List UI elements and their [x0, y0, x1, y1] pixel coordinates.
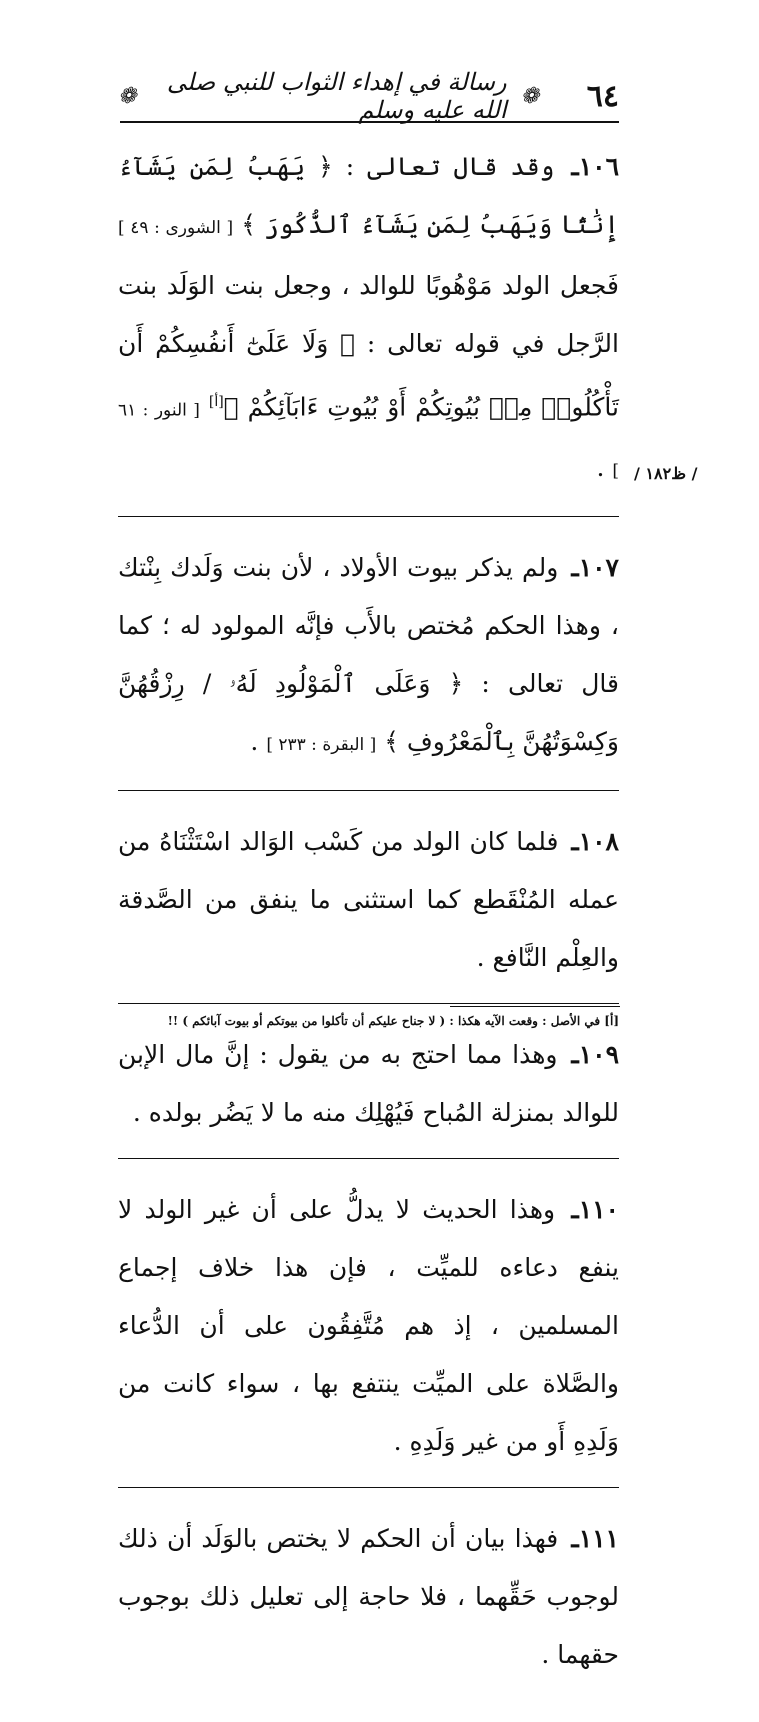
paragraph-text: وهذا الحديث لا يدلُّ على أن غير الولد لا ينفع دعاءه للميِّت ، فإن هذا خلاف إجماع المسلمين ، إذ هم مُتَّفِقُون على أن الدُّعاء والصَّلاة على الميِّت ينتفع بها ، سواء كانت من وَلَدِهِ أَو من غير وَلَدِهِ . — [118, 1195, 619, 1457]
paragraph-number: ١١٠ـ — [571, 1195, 619, 1225]
paragraph-text: ولم يذكر بيوت الأولاد ، لأن بنت وَلَدك بِنْتك ، وهذا الحكم مُختص بالأَب فإنَّه المولود له ؛ كما قال تعالى : ﴿ وَعَلَى ٱلْمَوْلُودِ لَهُۥ / رِزْقُهُنَّ وَكِسْوَتُهُنَّ بِٱلْمَعْرُوفِ ﴾ — [118, 553, 619, 757]
paragraph-end: . — [250, 727, 267, 757]
ornament-right-icon: ❁ — [520, 83, 539, 109]
paragraph-number: ١٠٨ـ — [571, 827, 619, 857]
paragraph-text-continued: فَجعل الولد مَوْهُوبًا للوالد ، وجعل بنت الوَلَد بنت الرَّجل في قوله تعالى : ﴿ وَلَا عَلَىٰٓ أَنفُسِكُمْ أَن تَأْكُلُوا۟ مِنۢ بُيُوتِكُمْ أَوْ بُيُوتِ ءَابَآئِكُمْ ﴾ — [118, 271, 619, 422]
footnote-marker: [أ] — [208, 394, 224, 410]
paragraph-108 — [118, 813, 619, 1004]
paragraph-110 — [118, 1181, 619, 1488]
verse-citation: [ البقرة : ٢٣٣ ] — [266, 735, 377, 756]
body-text — [118, 138, 619, 1722]
paragraph-111 — [118, 1510, 619, 1700]
paragraph-text: وهذا مما احتج به من يقول : إنَّ مال الإبن للوالد بمنزلة المُباح فَيُهْلِك منه ما لا يَضُر بولده . — [118, 1040, 619, 1128]
header-divider — [120, 121, 619, 123]
paragraph-number: ١٠٧ـ — [571, 553, 619, 583]
ornament-left-icon: ❁ — [118, 83, 137, 109]
footnote: [أ] في الأصل : وقعت الآيه هكذا : ( لا جناح عليكم أن تأكلوا من بيوتكم أو بيوت آبائكم ) !! — [167, 1014, 619, 1028]
page-number: ٦٤ — [586, 78, 619, 114]
paragraph-number: ١٠٩ـ — [571, 1040, 620, 1070]
paragraph-end: . — [596, 453, 613, 483]
paragraph-number: ١١١ـ — [571, 1524, 619, 1554]
page-header — [118, 68, 619, 124]
paragraph-106 — [118, 138, 619, 517]
running-title-text: رسالة في إهداء الثواب للنبي صلى الله عليه وسلم — [166, 68, 507, 124]
paragraph-number: ١٠٦ـ — [571, 152, 620, 181]
margin-folio-note: / ظ١٨٢ / — [634, 464, 698, 483]
paragraph-text: وقد قال تعالى : ﴿ يَهَبُ لِمَن يَشَآءُ إِنَٰثًا وَيَهَبُ لِمَن يَشَآءُ ٱلذُّكُورَ ﴾ — [118, 152, 620, 239]
paragraph-107 — [118, 539, 619, 791]
verse-citation: [ الشورى : ٤٩ ] — [118, 218, 234, 238]
running-title — [118, 68, 539, 124]
footnote-divider — [450, 1006, 620, 1007]
verse-citation: [ النور : ٦١ ] — [118, 400, 619, 482]
paragraph-text: فلما كان الولد من كَسْب الوَالد اسْتَثْنَاهُ من عمله المُنْقَطع كما استثنى ما ينفق من الصَّدقة والعِلْم النَّافع . — [118, 827, 619, 973]
paragraph-text: فهذا بيان أن الحكم لا يختص بالوَلَد أن ذلك لوجوب حَقِّهما ، فلا حاجة إلى تعليل ذلك بوجوب حقهما . — [118, 1524, 619, 1670]
paragraph-109 — [118, 1026, 619, 1159]
